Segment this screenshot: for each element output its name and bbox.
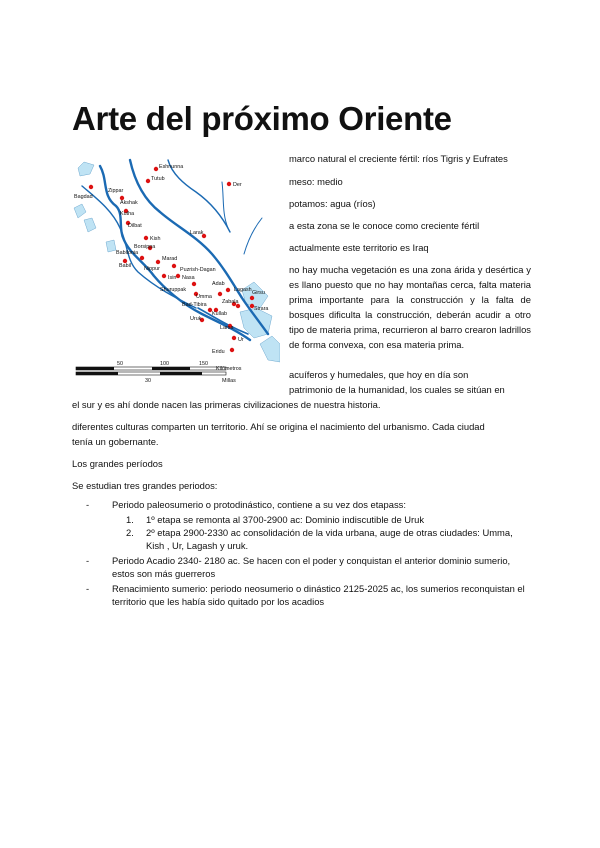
label-badtibira: Bad-Tibira: [182, 302, 207, 308]
label-isin: Isin: [168, 275, 177, 281]
text-cultures-1: diferentes culturas comparten un territorio. Ahí se origina el nacimiento del urbanismo. Cada ciudad: [72, 421, 485, 432]
city-dot: [156, 260, 160, 264]
label-kutha: Kutha: [120, 211, 135, 217]
list-item-acadio: [86, 554, 526, 580]
label-akshak: Akshak: [120, 200, 138, 206]
periods-list: [86, 498, 526, 610]
sub-item-etapa-1: [86, 513, 526, 526]
city-dot: [89, 185, 93, 189]
page-title: Arte del próximo Oriente: [72, 100, 452, 137]
city-dot: [250, 296, 254, 300]
sub-item-etapa-2: [86, 526, 526, 552]
scale-150: 150: [199, 361, 208, 367]
label-eshnunna: Eshnunna: [159, 164, 184, 170]
text-iraq: actualmente este territorio es Iraq: [289, 242, 429, 253]
city-dot: [218, 292, 222, 296]
label-tutub: Tutub: [151, 176, 165, 182]
label-dilbat: Dilbat: [128, 223, 142, 229]
city-dot: [192, 282, 196, 286]
city-dot: [230, 348, 234, 352]
text-meso: meso: medio: [289, 176, 343, 187]
city-dot: [227, 182, 231, 186]
label-babilonia: Babilonia: [116, 250, 139, 256]
text-cultures-2: tenía un gobernante.: [72, 436, 159, 447]
text-creciente: a esta zona se le conoce como creciente fértil: [289, 220, 480, 231]
list-item-text: Periodo paleosumerio o protodinástico, contiene a su vez dos etapass:: [112, 499, 406, 510]
label-larsa: Larsa: [220, 325, 234, 331]
label-nippur: Nippur: [144, 266, 160, 272]
list-item-text: Periodo Acadio 2340- 2180 ac. Se hacen con el poder y conquistan el anterior dominio sumerio, estos son más guerreros: [112, 555, 511, 579]
sub-item-number: 2.: [126, 527, 134, 538]
label-lagash: Lagash: [234, 287, 252, 293]
scale-30: 30: [145, 378, 151, 384]
label-uruk: Uruk: [190, 316, 202, 322]
list-item-renacimiento: [86, 582, 526, 608]
label-marad: Marad: [162, 256, 178, 262]
sub-item-text: 1º etapa se remonta al 3700-2900 ac: Dominio indiscutible de Uruk: [146, 514, 425, 525]
city-dot: [146, 179, 150, 183]
label-zippar: Zippar: [108, 188, 124, 194]
city-dot: [154, 167, 158, 171]
paragraph-vegetation: no hay mucha vegetación es una zona árida y desértica y es llano puesto que no hay montañas cerca, falta materia prima importante para la construcción y la falta de bosques dificulta la construcción, deberán acudir a otro tipo de materia prima, recurrieron al barro crearon ladrillos de forma convexa, con esa materia prima.: [289, 264, 531, 350]
sub-item-number: 1.: [126, 514, 134, 525]
city-dot: [176, 274, 180, 278]
label-umma: Umma: [196, 294, 212, 300]
list-item-paleosumerio: [86, 498, 526, 511]
label-eridu: Eridu: [212, 349, 225, 355]
scale-100: 100: [160, 361, 169, 367]
label-sirara: Sirara: [254, 306, 269, 312]
scale-50: 50: [117, 361, 123, 367]
label-ur: Ur: [238, 337, 244, 343]
label-larak: Larak: [190, 230, 204, 236]
city-dot: [162, 274, 166, 278]
city-dot: [226, 288, 230, 292]
list-dash: -: [86, 499, 90, 510]
text-aquifers-2: patrimonio de la humanidad, los cuales se sitúan en: [289, 384, 505, 395]
text-marco-natural: marco natural el creciente fértil: ríos Tigris y Eufrates: [289, 153, 508, 164]
city-dot: [144, 236, 148, 240]
city-dot: [140, 256, 144, 260]
label-shuruppak: Shuruppak: [160, 287, 187, 293]
list-dash: -: [86, 555, 90, 566]
label-girsu: Girsu: [252, 290, 265, 296]
label-puzrish: Puzrish-Dagan: [180, 267, 216, 273]
list-dash: -: [86, 583, 90, 594]
city-dot: [172, 264, 176, 268]
label-der: Der: [233, 182, 242, 188]
label-zabala: Zabala: [222, 299, 239, 305]
label-nasa: Nasa: [182, 275, 195, 281]
city-dot: [232, 336, 236, 340]
scale-miles-label: Millas: [222, 378, 236, 384]
label-borsippa: Borsippa: [134, 244, 156, 250]
label-kish: Kish: [150, 236, 161, 242]
label-kullab: Kullab: [212, 311, 227, 317]
mesopotamia-map: [72, 158, 280, 390]
list-item-text: Renacimiento sumerio: periodo neosumerio o dinástico 2125-2025 ac, los sumerios reconquistan el territorio que les había sido quitado por los acadios: [112, 583, 525, 607]
sub-item-text: 2º etapa 2900-2330 ac consolidación de la vida urbana, auge de otras ciudades: Umma, Kish , Ur, Lagash y uruk.: [146, 527, 513, 551]
text-aquifers-1: acuíferos y humedales, que hoy en día son: [289, 369, 469, 380]
text-aquifers-3: el sur y es ahí donde nacen las primeras civilizaciones de nuestra historia.: [72, 399, 381, 410]
label-babil: Babil: [119, 263, 131, 269]
periods-intro: Se estudian tres grandes periodos:: [72, 480, 218, 491]
periods-heading: Los grandes períodos: [72, 458, 163, 469]
scale-km-label: Kilómetros: [216, 366, 242, 372]
label-adab: Adab: [212, 281, 225, 287]
label-bagdad: Bagdad: [74, 194, 93, 200]
text-potamos: potamos: agua (ríos): [289, 198, 376, 209]
